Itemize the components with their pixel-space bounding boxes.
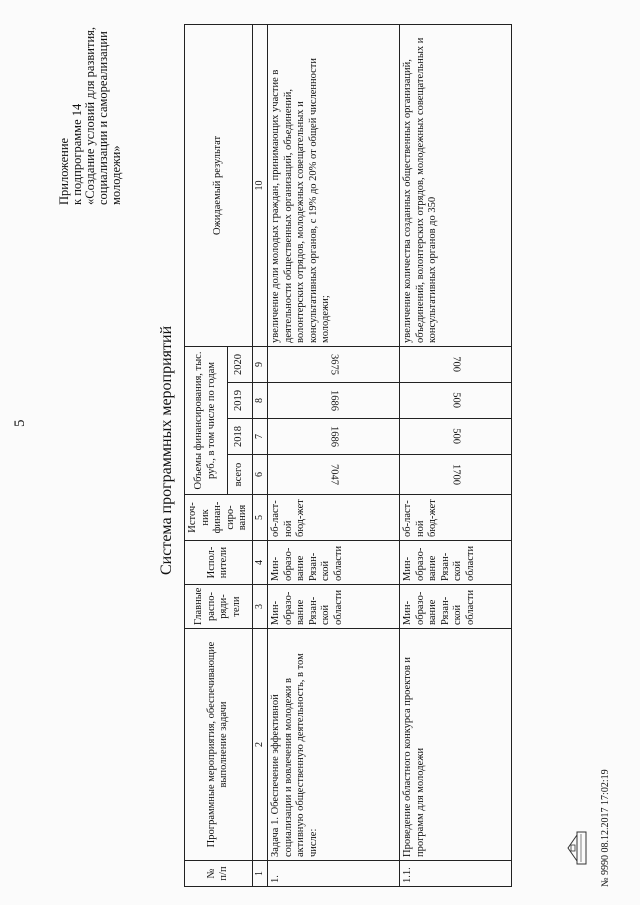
- column-number: 9: [252, 346, 268, 382]
- header-2018: 2018: [227, 419, 252, 455]
- row-2020: 700: [400, 346, 512, 382]
- row-2019: 1686: [268, 383, 400, 419]
- column-number: 2: [252, 629, 268, 861]
- header-2020: 2020: [227, 346, 252, 382]
- header-total: всего: [227, 455, 252, 495]
- page-number: 5: [12, 419, 28, 427]
- appendix-line: молодежи»: [109, 145, 123, 205]
- header-executors: Испол-нители: [185, 541, 253, 585]
- row-manager: Мин-образо-вание Рязан-ской области: [268, 585, 400, 629]
- row-result: увеличение доли молодых граждан, принимающих участие в деятельности общественных организаций, объединений, волонтерских отрядов, молодежных совещательных и консультативных органов, с 19% до 20% от общей численности молодежи;: [268, 24, 400, 346]
- row-source: об-ласт-ной бюд-жет: [268, 495, 400, 541]
- column-number-row: [252, 24, 268, 886]
- header-volumes: Объемы финансирования, тыс. руб., в том числе по годам: [185, 346, 228, 494]
- row-executor: Мин-образо-вание Рязан-ской области: [400, 541, 512, 585]
- registration-footer: № 9990 08.12.2017 17:02:19: [600, 769, 611, 887]
- header-result: Ожидаемый результат: [185, 24, 253, 346]
- row-2018: 1686: [268, 419, 400, 455]
- row-2018: 500: [400, 419, 512, 455]
- appendix-line: «Создание условий для развития,: [83, 26, 97, 205]
- column-number: 8: [252, 383, 268, 419]
- column-number: 5: [252, 495, 268, 541]
- column-number: 4: [252, 541, 268, 585]
- appendix-line: социализации и самореализации: [96, 31, 110, 205]
- header-activities: Программные мероприятия, обеспечивающие выполнение задачи: [185, 629, 253, 861]
- table-row: [400, 24, 512, 886]
- row-2019: 500: [400, 383, 512, 419]
- row-result: увеличение количества созданных общественных организаций, объединений, волонтерских отрядов, молодежных совещательных и консультативных органов до 350: [400, 24, 512, 346]
- table-row: [268, 24, 400, 886]
- appendix-heading: [58, 10, 123, 205]
- section-title: Система программных мероприятий: [158, 325, 175, 575]
- row-total: 7047: [268, 455, 400, 495]
- header-source: Источ-ник финан-сиро-вания: [185, 495, 253, 541]
- program-activities-table: [184, 24, 512, 887]
- column-number: 6: [252, 455, 268, 495]
- row-total: 1700: [400, 455, 512, 495]
- header-2019: 2019: [227, 383, 252, 419]
- row-activity: Проведение областного конкурса проектов и программ для молодежи: [400, 629, 512, 861]
- header-managers: Главные распо-ряди-тели: [185, 585, 253, 629]
- row-num: 1.1.: [400, 861, 512, 887]
- row-manager: Мин-образо-вание Рязан-ской области: [400, 585, 512, 629]
- row-executor: Мин-образо-вание Рязан-ской области: [268, 541, 400, 585]
- row-source: об-ласт-ной бюд-жет: [400, 495, 512, 541]
- column-number: 7: [252, 419, 268, 455]
- appendix-line: к подпрограмме 14: [70, 103, 84, 205]
- appendix-line: Приложение: [57, 137, 71, 205]
- header-num: № п/п: [185, 861, 253, 887]
- column-number: 1: [252, 861, 268, 887]
- registry-stamp-icon: [565, 831, 589, 865]
- column-number: 10: [252, 24, 268, 346]
- row-2020: 3675: [268, 346, 400, 382]
- row-num: 1.: [268, 861, 400, 887]
- row-activity: Задача 1. Обеспечение эффективной социализации и вовлечения молодежи в активную общественную деятельность, в том числе:: [268, 629, 400, 861]
- column-number: 3: [252, 585, 268, 629]
